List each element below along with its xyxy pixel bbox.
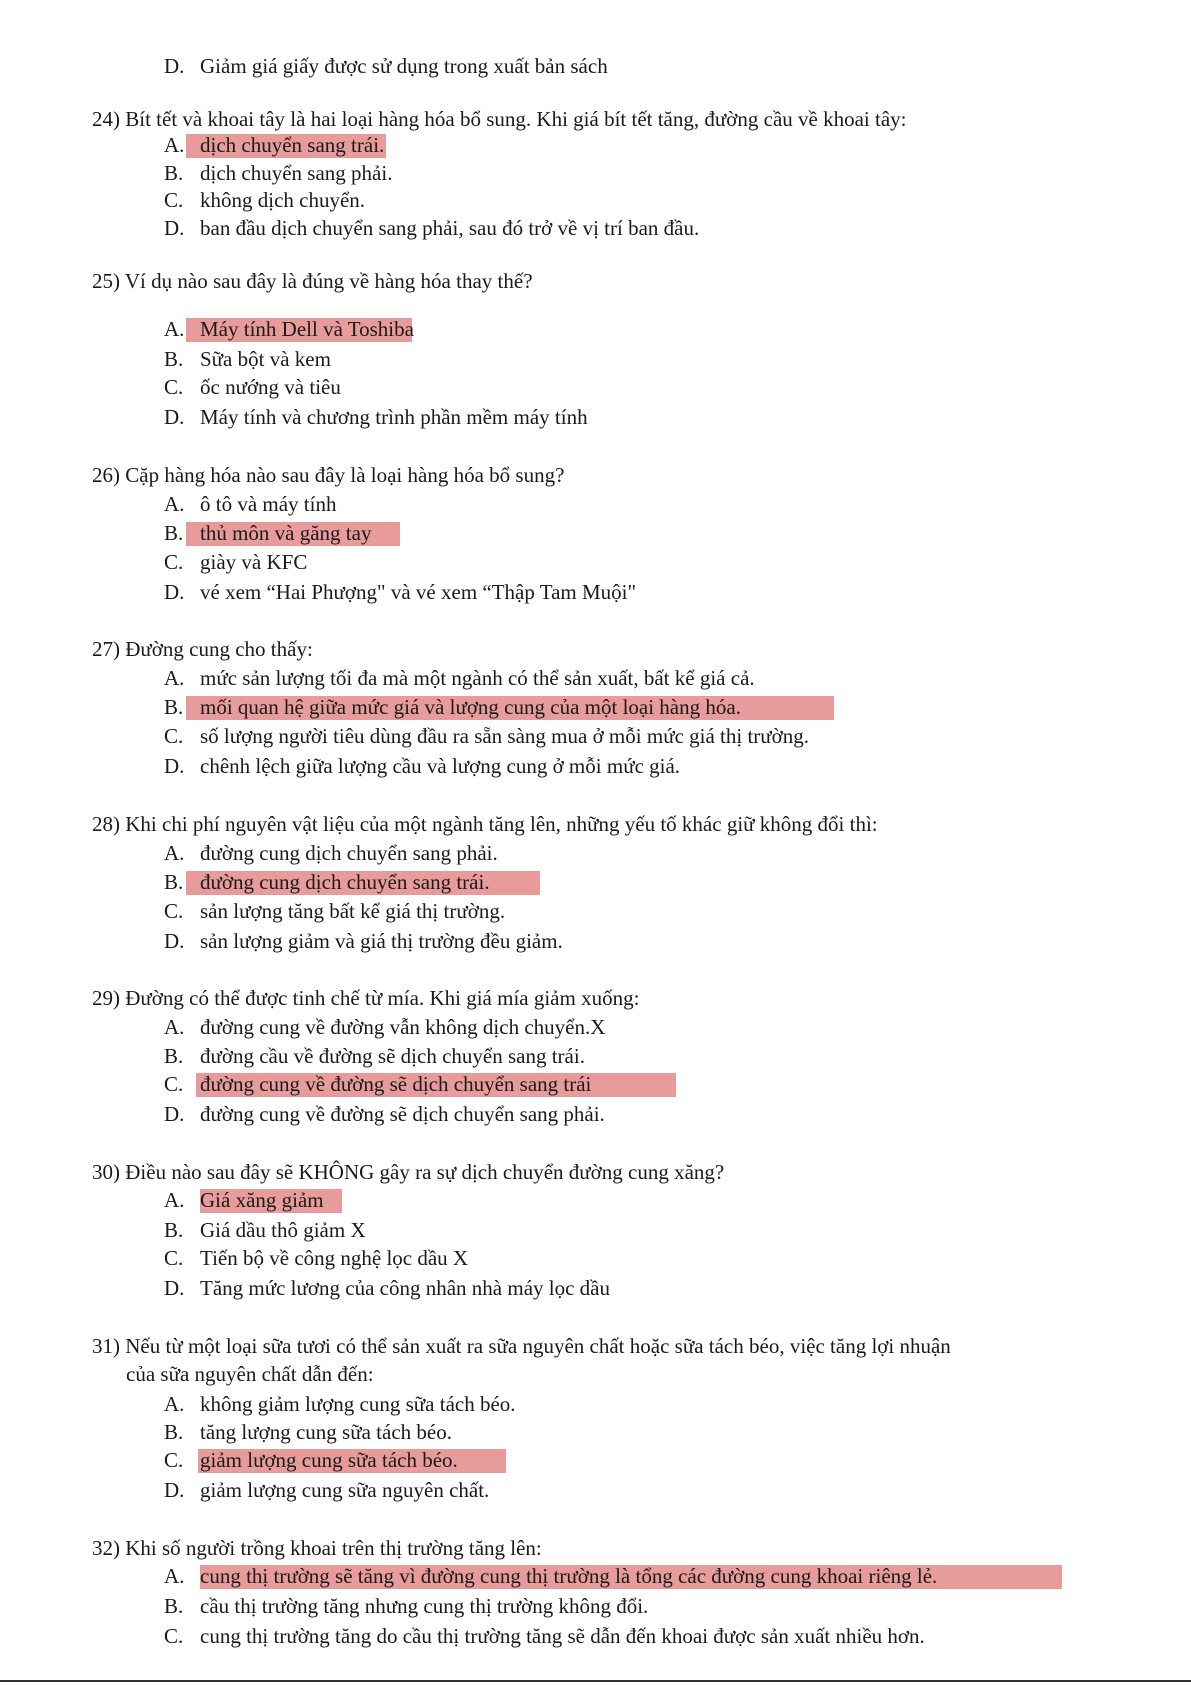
option-letter: C. xyxy=(164,1448,184,1472)
option-row xyxy=(164,722,809,750)
option-letter: D. xyxy=(164,54,185,78)
option-letter: C. xyxy=(164,188,184,212)
option-row xyxy=(164,1216,366,1244)
option-row xyxy=(164,927,563,955)
option-text: Máy tính và chương trình phần mềm máy tính xyxy=(200,405,588,429)
question-text: Điều nào sau đây sẽ KHÔNG gây ra sự dịch chuyển đường cung xăng? xyxy=(125,1160,725,1184)
option-text: ban đầu dịch chuyển sang phải, sau đó trở về vị trí ban đầu. xyxy=(200,216,700,240)
option-text: giày và KFC xyxy=(200,550,308,574)
option-text: tăng lượng cung sữa tách béo. xyxy=(200,1420,452,1444)
option-row xyxy=(164,578,636,606)
question-number: 31) xyxy=(92,1334,120,1358)
option-text: đường cung về đường sẽ dịch chuyển sang trái xyxy=(200,1072,592,1096)
question-text: Nếu từ một loại sữa tươi có thể sản xuất ra sữa nguyên chất hoặc sữa tách béo, việc tăng lợi nhuận xyxy=(125,1334,951,1358)
option-letter: A. xyxy=(164,133,185,157)
option-letter: A. xyxy=(164,1188,185,1212)
question-27 xyxy=(92,635,313,663)
option-text: đường cung dịch chuyển sang phải. xyxy=(200,841,498,865)
option-row xyxy=(164,373,341,401)
option-text: giảm lượng cung sữa nguyên chất. xyxy=(200,1478,490,1502)
option-row xyxy=(164,403,588,431)
question-number: 24) xyxy=(92,107,120,131)
option-row xyxy=(164,315,414,343)
option-text: chênh lệch giữa lượng cầu và lượng cung ở mỗi mức giá. xyxy=(200,754,681,778)
option-letter: B. xyxy=(164,521,184,545)
option-text: đường cung về đường sẽ dịch chuyển sang phải. xyxy=(200,1102,605,1126)
option-row xyxy=(164,1274,610,1302)
option-letter: B. xyxy=(164,1218,184,1242)
option-row xyxy=(164,52,608,80)
option-letter: C. xyxy=(164,1246,184,1270)
option-text: thủ môn và găng tay xyxy=(200,521,372,545)
option-row xyxy=(164,1070,591,1098)
option-row xyxy=(164,1100,605,1128)
option-text: Sữa bột và kem xyxy=(200,347,331,371)
question-text: Bít tết và khoai tây là hai loại hàng hóa bổ sung. Khi giá bít tết tăng, đường cầu về khoai tây: xyxy=(125,107,907,131)
option-row xyxy=(164,839,498,867)
option-letter: B. xyxy=(164,347,184,371)
option-letter: A. xyxy=(164,841,185,865)
option-letter: C. xyxy=(164,899,184,923)
option-text: không dịch chuyển. xyxy=(200,188,366,212)
question-28 xyxy=(92,810,878,838)
question-32 xyxy=(92,1534,542,1562)
question-26 xyxy=(92,461,564,489)
option-text: đường cung về đường vẫn không dịch chuyển.X xyxy=(200,1015,606,1039)
option-text: cầu thị trường tăng nhưng cung thị trường không đổi. xyxy=(200,1594,649,1618)
option-letter: A. xyxy=(164,666,185,690)
option-letter: D. xyxy=(164,216,185,240)
option-letter: D. xyxy=(164,1276,185,1300)
question-text: Cặp hàng hóa nào sau đây là loại hàng hóa bổ sung? xyxy=(125,463,565,487)
option-row xyxy=(164,1186,324,1214)
option-row xyxy=(164,345,331,373)
option-letter: C. xyxy=(164,724,184,748)
question-31-continuation: của sữa nguyên chất dẫn đến: xyxy=(126,1362,374,1386)
question-text: Đường có thể được tinh chế từ mía. Khi giá mía giảm xuống: xyxy=(125,986,640,1010)
option-text: mức sản lượng tối đa mà một ngành có thể sản xuất, bất kể giá cả. xyxy=(200,666,755,690)
option-letter: A. xyxy=(164,1015,185,1039)
option-letter: D. xyxy=(164,580,185,604)
question-number: 30) xyxy=(92,1160,120,1184)
option-row xyxy=(164,1390,516,1418)
option-letter: D. xyxy=(164,929,185,953)
option-row xyxy=(164,131,384,159)
question-number: 28) xyxy=(92,812,120,836)
option-text: dịch chuyển sang trái. xyxy=(200,133,385,157)
option-row xyxy=(164,664,755,692)
option-text: vé xem “Hai Phượng" và vé xem “Thập Tam Muội" xyxy=(200,580,637,604)
option-letter: A. xyxy=(164,317,185,341)
option-letter: C. xyxy=(164,1624,184,1648)
page-bottom-rule xyxy=(0,1680,1191,1682)
option-letter: D. xyxy=(164,1478,185,1502)
option-row xyxy=(164,186,365,214)
option-letter: B. xyxy=(164,1044,184,1068)
question-number: 27) xyxy=(92,637,120,661)
option-row xyxy=(164,159,392,187)
option-text: Giá dầu thô giảm X xyxy=(200,1218,366,1242)
option-letter: C. xyxy=(164,375,184,399)
option-row xyxy=(164,868,490,896)
option-letter: B. xyxy=(164,1594,184,1618)
option-row xyxy=(164,693,741,721)
option-text: Máy tính Dell và Toshiba xyxy=(200,317,414,341)
option-row xyxy=(164,752,680,780)
question-text: Khi chi phí nguyên vật liệu của một ngành tăng lên, những yếu tố khác giữ không đổi thì: xyxy=(125,812,878,836)
question-24 xyxy=(92,105,906,133)
question-text: Ví dụ nào sau đây là đúng về hàng hóa thay thế? xyxy=(124,269,533,293)
option-row xyxy=(164,1562,937,1590)
question-number: 32) xyxy=(92,1536,120,1560)
option-letter: D. xyxy=(164,754,185,778)
question-number: 25) xyxy=(92,269,120,293)
option-text: đường cung dịch chuyển sang trái. xyxy=(200,870,490,894)
option-letter: A. xyxy=(164,492,185,516)
option-row xyxy=(164,548,307,576)
option-letter: C. xyxy=(164,1072,184,1096)
option-letter: D. xyxy=(164,1102,185,1126)
question-25 xyxy=(92,267,533,295)
option-row xyxy=(164,897,505,925)
question-number: 26) xyxy=(92,463,120,487)
option-row xyxy=(164,1418,452,1446)
option-row xyxy=(164,1446,458,1474)
option-row xyxy=(164,1476,489,1504)
option-row xyxy=(164,1013,605,1041)
question-text: Khi số người trồng khoai trên thị trường tăng lên: xyxy=(125,1536,542,1560)
option-text: đường cầu về đường sẽ dịch chuyển sang trái. xyxy=(200,1044,585,1068)
option-text: ô tô và máy tính xyxy=(200,492,337,516)
question-number: 29) xyxy=(92,986,120,1010)
option-text: cung thị trường tăng do cầu thị trường tăng sẽ dẫn đến khoai được sản xuất nhiều hơn. xyxy=(200,1624,925,1648)
option-text: dịch chuyển sang phải. xyxy=(200,161,393,185)
option-text: sản lượng giảm và giá thị trường đều giảm. xyxy=(200,929,563,953)
option-text: mối quan hệ giữa mức giá và lượng cung của một loại hàng hóa. xyxy=(200,695,741,719)
question-31 xyxy=(92,1332,951,1360)
option-text: Tiến bộ về công nghệ lọc dầu X xyxy=(200,1246,469,1270)
question-30 xyxy=(92,1158,724,1186)
option-row xyxy=(164,490,336,518)
option-row xyxy=(164,519,371,547)
option-row xyxy=(164,1244,468,1272)
option-text: Giảm giá giấy được sử dụng trong xuất bản sách xyxy=(200,54,608,78)
option-row xyxy=(164,214,699,242)
option-text: số lượng người tiêu dùng đầu ra sẵn sàng mua ở mỗi mức giá thị trường. xyxy=(200,724,810,748)
option-letter: B. xyxy=(164,695,184,719)
option-text: sản lượng tăng bất kể giá thị trường. xyxy=(200,899,506,923)
question-29 xyxy=(92,984,639,1012)
option-text: Giá xăng giảm xyxy=(200,1188,324,1212)
option-letter: A. xyxy=(164,1564,185,1588)
option-letter: A. xyxy=(164,1392,185,1416)
option-row xyxy=(164,1592,648,1620)
option-text: không giảm lượng cung sữa tách béo. xyxy=(200,1392,516,1416)
option-letter: C. xyxy=(164,550,184,574)
option-text: ốc nướng và tiêu xyxy=(200,375,341,399)
option-letter: D. xyxy=(164,405,185,429)
option-letter: B. xyxy=(164,1420,184,1444)
option-letter: B. xyxy=(164,870,184,894)
option-row xyxy=(164,1042,585,1070)
option-text: Tăng mức lương của công nhân nhà máy lọc dầu xyxy=(200,1276,610,1300)
option-text: giảm lượng cung sữa tách béo. xyxy=(200,1448,458,1472)
option-row xyxy=(164,1622,925,1650)
option-text: cung thị trường sẽ tăng vì đường cung thị trường là tổng các đường cung khoai riêng lẻ. xyxy=(200,1564,938,1588)
option-letter: B. xyxy=(164,161,184,185)
question-text: Đường cung cho thấy: xyxy=(125,637,313,661)
